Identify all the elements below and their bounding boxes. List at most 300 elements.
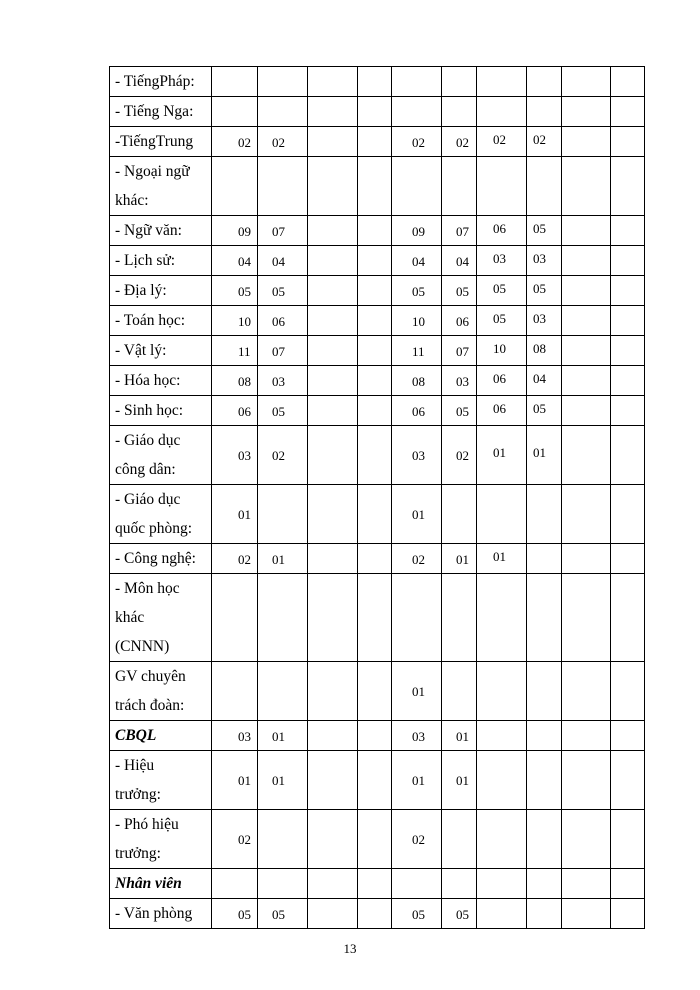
row-label-line: - Địa lý:: [115, 282, 167, 299]
value-cell: [442, 869, 477, 899]
value-cell: [611, 246, 645, 276]
value-cell: [477, 426, 527, 485]
table-row: [110, 246, 645, 276]
value-cell: [527, 246, 562, 276]
row-label: [110, 396, 212, 426]
row-label-line: - Sinh học:: [115, 402, 184, 419]
cell-value: 06: [412, 404, 425, 419]
value-cell: [212, 396, 258, 426]
cell-value: [562, 97, 610, 105]
value-cell: [562, 485, 611, 544]
cell-value: [477, 810, 526, 829]
cell-value: 03: [533, 251, 546, 266]
cell-value: [308, 366, 357, 374]
value-cell: [258, 869, 308, 899]
cell-value: [308, 574, 357, 610]
value-cell: [212, 67, 258, 97]
cell-value: [358, 662, 391, 684]
value-cell: [212, 869, 258, 899]
cell-value: [562, 67, 610, 75]
cell-value: [308, 336, 357, 344]
value-cell: [358, 899, 392, 929]
value-cell: [562, 396, 611, 426]
value-cell: [392, 97, 442, 127]
value-cell: [392, 216, 442, 246]
row-label: [110, 127, 212, 157]
cell-value: [527, 899, 561, 904]
value-cell: [611, 869, 645, 899]
cell-value: [258, 869, 307, 877]
value-cell: [562, 306, 611, 336]
value-cell: [258, 899, 308, 929]
cell-value: [358, 67, 391, 75]
cell-value: [308, 544, 357, 552]
value-cell: [442, 574, 477, 662]
row-label: [110, 67, 212, 97]
value-cell: [442, 810, 477, 869]
cell-value: [611, 662, 644, 684]
cell-value: 05: [456, 284, 469, 299]
value-cell: [392, 366, 442, 396]
value-cell: [212, 306, 258, 336]
cell-value: [562, 306, 610, 314]
row-label: [110, 216, 212, 246]
cell-value: [358, 810, 391, 832]
cell-value: [358, 97, 391, 105]
cell-value: 03: [456, 374, 469, 389]
value-cell: [477, 485, 527, 544]
value-cell: [611, 67, 645, 97]
value-cell: [392, 127, 442, 157]
cell-value: [527, 157, 561, 176]
cell-value: [308, 276, 357, 284]
row-label-line: - Toán học:: [115, 312, 186, 329]
cell-value: 07: [456, 344, 469, 359]
cell-value: 02: [412, 135, 425, 150]
cell-value: [358, 899, 391, 907]
cell-value: 04: [412, 254, 425, 269]
value-cell: [562, 574, 611, 662]
row-label-line: - Giáo dục: [115, 432, 181, 449]
row-label-line: - Ngữ văn:: [115, 222, 182, 239]
cell-value: [611, 216, 644, 224]
cell-value: [442, 485, 476, 507]
cell-value: 03: [272, 374, 285, 389]
cell-value: [477, 751, 526, 770]
value-cell: [212, 366, 258, 396]
value-cell: [392, 246, 442, 276]
cell-value: [258, 97, 307, 105]
cell-value: 02: [456, 448, 469, 463]
value-cell: [308, 899, 358, 929]
row-label-line: CBQL: [115, 727, 157, 744]
value-cell: [392, 810, 442, 869]
value-cell: [358, 97, 392, 127]
cell-value: [258, 574, 307, 610]
row-label: [110, 485, 212, 544]
table-row: [110, 544, 645, 574]
row-label: [110, 366, 212, 396]
value-cell: [562, 336, 611, 366]
value-cell: [308, 276, 358, 306]
value-cell: [308, 306, 358, 336]
cell-value: [308, 662, 357, 684]
cell-value: [562, 544, 610, 552]
cell-value: [527, 574, 561, 607]
value-cell: [477, 246, 527, 276]
value-cell: [392, 485, 442, 544]
cell-value: 06: [493, 221, 506, 236]
value-cell: [442, 306, 477, 336]
value-cell: [358, 276, 392, 306]
cell-value: 02: [238, 135, 251, 150]
cell-value: [562, 157, 610, 179]
cell-value: 01: [456, 729, 469, 744]
cell-value: 11: [412, 344, 425, 359]
value-cell: [308, 751, 358, 810]
value-cell: [258, 97, 308, 127]
cell-value: [477, 721, 526, 726]
cell-value: 06: [238, 404, 251, 419]
value-cell: [477, 662, 527, 721]
cell-value: [477, 157, 526, 176]
cell-value: 04: [456, 254, 469, 269]
value-cell: [358, 574, 392, 662]
row-label-line: công dân:: [115, 461, 176, 478]
page-number: 13: [343, 941, 357, 956]
row-label: [110, 544, 212, 574]
cell-value: [308, 216, 357, 224]
cell-value: [477, 97, 526, 102]
value-cell: [308, 574, 358, 662]
value-cell: [477, 869, 527, 899]
row-label-line: Nhân viên: [115, 875, 182, 892]
cell-value: [477, 485, 526, 504]
cell-value: [562, 574, 610, 610]
cell-value: [611, 157, 644, 179]
cell-value: [308, 869, 357, 877]
cell-value: [258, 810, 307, 832]
cell-value: 08: [238, 374, 251, 389]
value-cell: [258, 67, 308, 97]
cell-value: [611, 396, 644, 404]
cell-value: [358, 721, 391, 729]
cell-value: [611, 810, 644, 832]
value-cell: [562, 216, 611, 246]
cell-value: 03: [238, 729, 251, 744]
value-cell: [358, 246, 392, 276]
cell-value: 01: [238, 507, 251, 522]
value-cell: [308, 485, 358, 544]
value-cell: [562, 97, 611, 127]
row-label: [110, 810, 212, 869]
cell-value: [442, 157, 476, 179]
value-cell: [212, 216, 258, 246]
value-cell: [611, 810, 645, 869]
cell-value: [308, 306, 357, 314]
value-cell: [477, 276, 527, 306]
value-cell: [527, 336, 562, 366]
value-cell: [611, 127, 645, 157]
row-label-line: khác: [115, 609, 145, 626]
cell-value: 01: [412, 507, 425, 522]
table-row: [110, 574, 645, 662]
value-cell: [611, 97, 645, 127]
value-cell: [527, 366, 562, 396]
row-label: [110, 306, 212, 336]
cell-value: [527, 485, 561, 504]
value-cell: [358, 662, 392, 721]
row-label: [110, 899, 212, 929]
cell-value: [258, 67, 307, 75]
row-label-line: - Môn học: [115, 580, 180, 597]
value-cell: [477, 899, 527, 929]
cell-value: [562, 366, 610, 374]
value-cell: [527, 276, 562, 306]
cell-value: 11: [238, 344, 251, 359]
value-cell: [477, 157, 527, 216]
value-cell: [212, 899, 258, 929]
cell-value: [611, 721, 644, 729]
table-row: [110, 366, 645, 396]
value-cell: [527, 127, 562, 157]
row-label-line: (CNNN): [115, 638, 170, 655]
value-cell: [562, 721, 611, 751]
cell-value: 04: [272, 254, 285, 269]
value-cell: [308, 97, 358, 127]
value-cell: [258, 366, 308, 396]
value-cell: [308, 216, 358, 246]
value-cell: [308, 721, 358, 751]
cell-value: 02: [238, 832, 251, 847]
value-cell: [442, 426, 477, 485]
value-cell: [308, 396, 358, 426]
table-row: [110, 662, 645, 721]
cell-value: [562, 899, 610, 907]
cell-value: 01: [533, 445, 546, 460]
cell-value: [358, 869, 391, 877]
row-label: [110, 97, 212, 127]
value-cell: [212, 97, 258, 127]
value-cell: [392, 751, 442, 810]
cell-value: 01: [272, 552, 285, 567]
cell-value: 01: [272, 773, 285, 788]
cell-value: 01: [412, 773, 425, 788]
value-cell: [562, 544, 611, 574]
value-cell: [611, 336, 645, 366]
cell-value: 05: [456, 907, 469, 922]
value-cell: [562, 426, 611, 485]
value-cell: [308, 336, 358, 366]
cell-value: [611, 306, 644, 314]
row-label: [110, 869, 212, 899]
cell-value: [308, 751, 357, 773]
table-body: [110, 67, 645, 929]
cell-value: 07: [456, 224, 469, 239]
value-cell: [477, 67, 527, 97]
cell-value: 02: [456, 135, 469, 150]
cell-value: [358, 426, 391, 448]
cell-value: 09: [412, 224, 425, 239]
cell-value: [611, 544, 644, 552]
cell-value: [611, 246, 644, 254]
row-label-line: - TiếngPháp:: [115, 73, 195, 90]
cell-value: 03: [412, 729, 425, 744]
row-label-line: trách đoàn:: [115, 697, 185, 714]
cell-value: [562, 662, 610, 684]
cell-value: [258, 485, 307, 507]
cell-value: 05: [456, 404, 469, 419]
table-row: [110, 485, 645, 544]
value-cell: [358, 869, 392, 899]
cell-value: [358, 127, 391, 135]
cell-value: [611, 485, 644, 507]
value-cell: [212, 810, 258, 869]
cell-value: [358, 216, 391, 224]
value-cell: [442, 899, 477, 929]
cell-value: 02: [238, 552, 251, 567]
value-cell: [562, 366, 611, 396]
value-cell: [527, 67, 562, 97]
cell-value: [212, 97, 257, 105]
value-cell: [611, 396, 645, 426]
value-cell: [442, 544, 477, 574]
value-cell: [392, 662, 442, 721]
table-row: [110, 157, 645, 216]
cell-value: 03: [533, 311, 546, 326]
cell-value: [308, 246, 357, 254]
cell-value: [358, 485, 391, 507]
cell-value: 02: [272, 448, 285, 463]
value-cell: [562, 127, 611, 157]
cell-value: [358, 246, 391, 254]
cell-value: 02: [272, 135, 285, 150]
row-label-line: GV chuyên: [115, 668, 186, 685]
cell-value: [212, 869, 257, 877]
cell-value: [611, 574, 644, 610]
cell-value: [562, 721, 610, 729]
cell-value: 07: [272, 344, 285, 359]
table-row: [110, 127, 645, 157]
value-cell: [212, 246, 258, 276]
cell-value: 05: [272, 907, 285, 922]
value-cell: [358, 67, 392, 97]
value-cell: [358, 216, 392, 246]
cell-value: [611, 67, 644, 75]
value-cell: [442, 97, 477, 127]
cell-value: [477, 869, 526, 874]
cell-value: 05: [272, 404, 285, 419]
value-cell: [477, 544, 527, 574]
cell-value: 05: [493, 311, 506, 326]
value-cell: [358, 810, 392, 869]
cell-value: [392, 67, 441, 75]
value-cell: [258, 751, 308, 810]
cell-value: 05: [238, 284, 251, 299]
value-cell: [442, 216, 477, 246]
cell-value: [527, 662, 561, 681]
row-label-line: - Giáo dục: [115, 491, 181, 508]
cell-value: 02: [412, 832, 425, 847]
cell-value: 01: [412, 684, 425, 699]
cell-value: [358, 336, 391, 344]
value-cell: [212, 721, 258, 751]
value-cell: [442, 276, 477, 306]
value-cell: [527, 662, 562, 721]
value-cell: [258, 336, 308, 366]
value-cell: [562, 899, 611, 929]
table-row: [110, 216, 645, 246]
cell-value: [611, 276, 644, 284]
value-cell: [212, 544, 258, 574]
cell-value: [562, 127, 610, 135]
value-cell: [212, 157, 258, 216]
table-row: [110, 396, 645, 426]
row-label: [110, 574, 212, 662]
value-cell: [611, 216, 645, 246]
value-cell: [258, 426, 308, 485]
value-cell: [611, 366, 645, 396]
value-cell: [358, 366, 392, 396]
cell-value: [442, 810, 476, 832]
cell-value: [358, 751, 391, 773]
value-cell: [442, 396, 477, 426]
table-row: [110, 97, 645, 127]
value-cell: [442, 67, 477, 97]
cell-value: 05: [272, 284, 285, 299]
value-cell: [212, 751, 258, 810]
row-label-line: - Tiếng Nga:: [115, 103, 194, 120]
table-row: [110, 306, 645, 336]
cell-value: [562, 396, 610, 404]
value-cell: [442, 366, 477, 396]
cell-value: 03: [493, 251, 506, 266]
table-row: [110, 426, 645, 485]
value-cell: [611, 157, 645, 216]
value-cell: [562, 276, 611, 306]
cell-value: 03: [238, 448, 251, 463]
value-cell: [611, 426, 645, 485]
value-cell: [527, 157, 562, 216]
cell-value: [527, 869, 561, 874]
value-cell: [258, 306, 308, 336]
cell-value: [258, 662, 307, 684]
value-cell: [358, 485, 392, 544]
value-cell: [308, 246, 358, 276]
row-label-line: trưởng:: [115, 786, 161, 803]
value-cell: [392, 869, 442, 899]
value-cell: [392, 721, 442, 751]
cell-value: 10: [412, 314, 425, 329]
value-cell: [258, 485, 308, 544]
row-label: [110, 662, 212, 721]
value-cell: [258, 574, 308, 662]
cell-value: [442, 67, 476, 75]
cell-value: [442, 574, 476, 610]
value-cell: [442, 246, 477, 276]
value-cell: [258, 396, 308, 426]
cell-value: [442, 97, 476, 105]
value-cell: [358, 306, 392, 336]
cell-value: [562, 216, 610, 224]
value-cell: [477, 306, 527, 336]
cell-value: 05: [238, 907, 251, 922]
value-cell: [392, 306, 442, 336]
value-cell: [308, 810, 358, 869]
cell-value: [611, 899, 644, 907]
cell-value: [358, 544, 391, 552]
value-cell: [358, 127, 392, 157]
